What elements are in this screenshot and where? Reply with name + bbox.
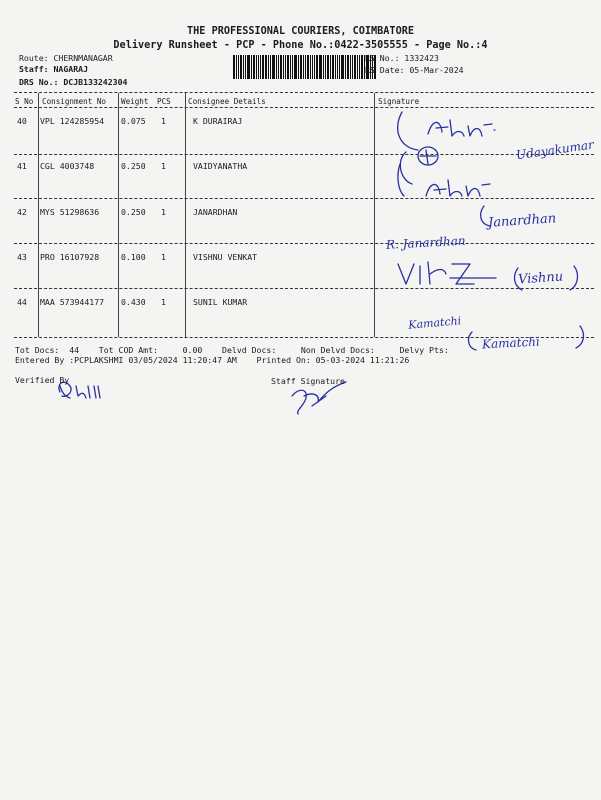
col-header-consignee: Consignee Details (188, 97, 266, 106)
row-sno: 40 (17, 116, 27, 126)
document-subtitle: Delivery Runsheet - PCP - Phone No.:0422-3505555 - Page No.:4 (113, 40, 488, 51)
row-consignee: VISHNU VENKAT (193, 252, 258, 262)
company-name: THE PROFESSIONAL COURIERS, COIMBATORE (187, 26, 414, 37)
handwritten-name: Vishnu (517, 269, 564, 288)
row-sno: 42 (17, 207, 27, 217)
totals-line: Tot Docs: 44 Tot COD Amt: 0.00 Delvd Docs: Non Delvd Docs: Delvy Pts: (15, 345, 449, 355)
row-consignee: JANARDHAN (193, 207, 238, 217)
row-pcs: 1 (161, 161, 166, 171)
handwritten-name: Janardhan (487, 211, 557, 231)
row-weight: 0.250 (121, 207, 146, 217)
staff-signature-label: Staff Signature (271, 376, 345, 386)
row-consignment: VPL 124285954 (40, 116, 105, 126)
col-header-weight: Weight (121, 97, 149, 106)
handwritten-name: Kamatchi (407, 314, 462, 332)
row-consignment: MYS 51298636 (40, 207, 100, 217)
signature-row42 (385, 206, 557, 252)
signature-row40 (398, 112, 596, 184)
col-header-consignment: Consignment No (42, 97, 107, 106)
col-header-sno: S No (15, 97, 34, 106)
rs-number: RS No.: 1332423 (365, 53, 439, 63)
handwritten-name: R. Janardhan (385, 233, 466, 252)
row-weight: 0.250 (121, 161, 146, 171)
col-header-signature: Signature (378, 97, 420, 106)
row-pcs: 1 (161, 116, 166, 126)
row-consignment: MAA 573944177 (40, 297, 105, 307)
verified-by-label: Verified By (15, 375, 70, 385)
row-weight: 0.430 (121, 297, 146, 307)
signature-row43 (398, 262, 577, 290)
row-weight: 0.075 (121, 116, 146, 126)
row-weight: 0.100 (121, 252, 146, 262)
row-pcs: 1 (161, 252, 166, 262)
signature-row41 (398, 164, 490, 196)
row-consignment: CGL 4003748 (40, 161, 95, 171)
drs-number: DRS No.: DCJB133242304 (19, 77, 128, 87)
row-sno: 44 (17, 297, 27, 307)
row-consignee: K DURAIRAJ (193, 116, 243, 126)
handwritten-name: Udayakumar (515, 137, 595, 163)
staff-label: Staff: NAGARAJ (19, 64, 89, 74)
staff-signature-mark (292, 382, 346, 414)
row-pcs: 1 (161, 207, 166, 217)
route-label: Route: CHERNMANAGAR (19, 53, 113, 63)
row-consignee: VAIDYANATHA (193, 161, 248, 171)
row-pcs: 1 (161, 297, 166, 307)
handwritten-name: Kamatchi (481, 334, 541, 352)
col-header-pcs: PCS (157, 97, 171, 106)
row-consignment: PRO 16107928 (40, 252, 100, 262)
row-sno: 41 (17, 161, 27, 171)
row-sno: 43 (17, 252, 27, 262)
entered-by-line: Entered By :PCPLAKSHMI 03/05/2024 11:20:47 AM Printed On: 05-03-2024 11:21:26 (15, 355, 410, 365)
row-consignee: SUNIL KUMAR (193, 297, 248, 307)
rs-date: RS Date: 05-Mar-2024 (365, 65, 464, 75)
